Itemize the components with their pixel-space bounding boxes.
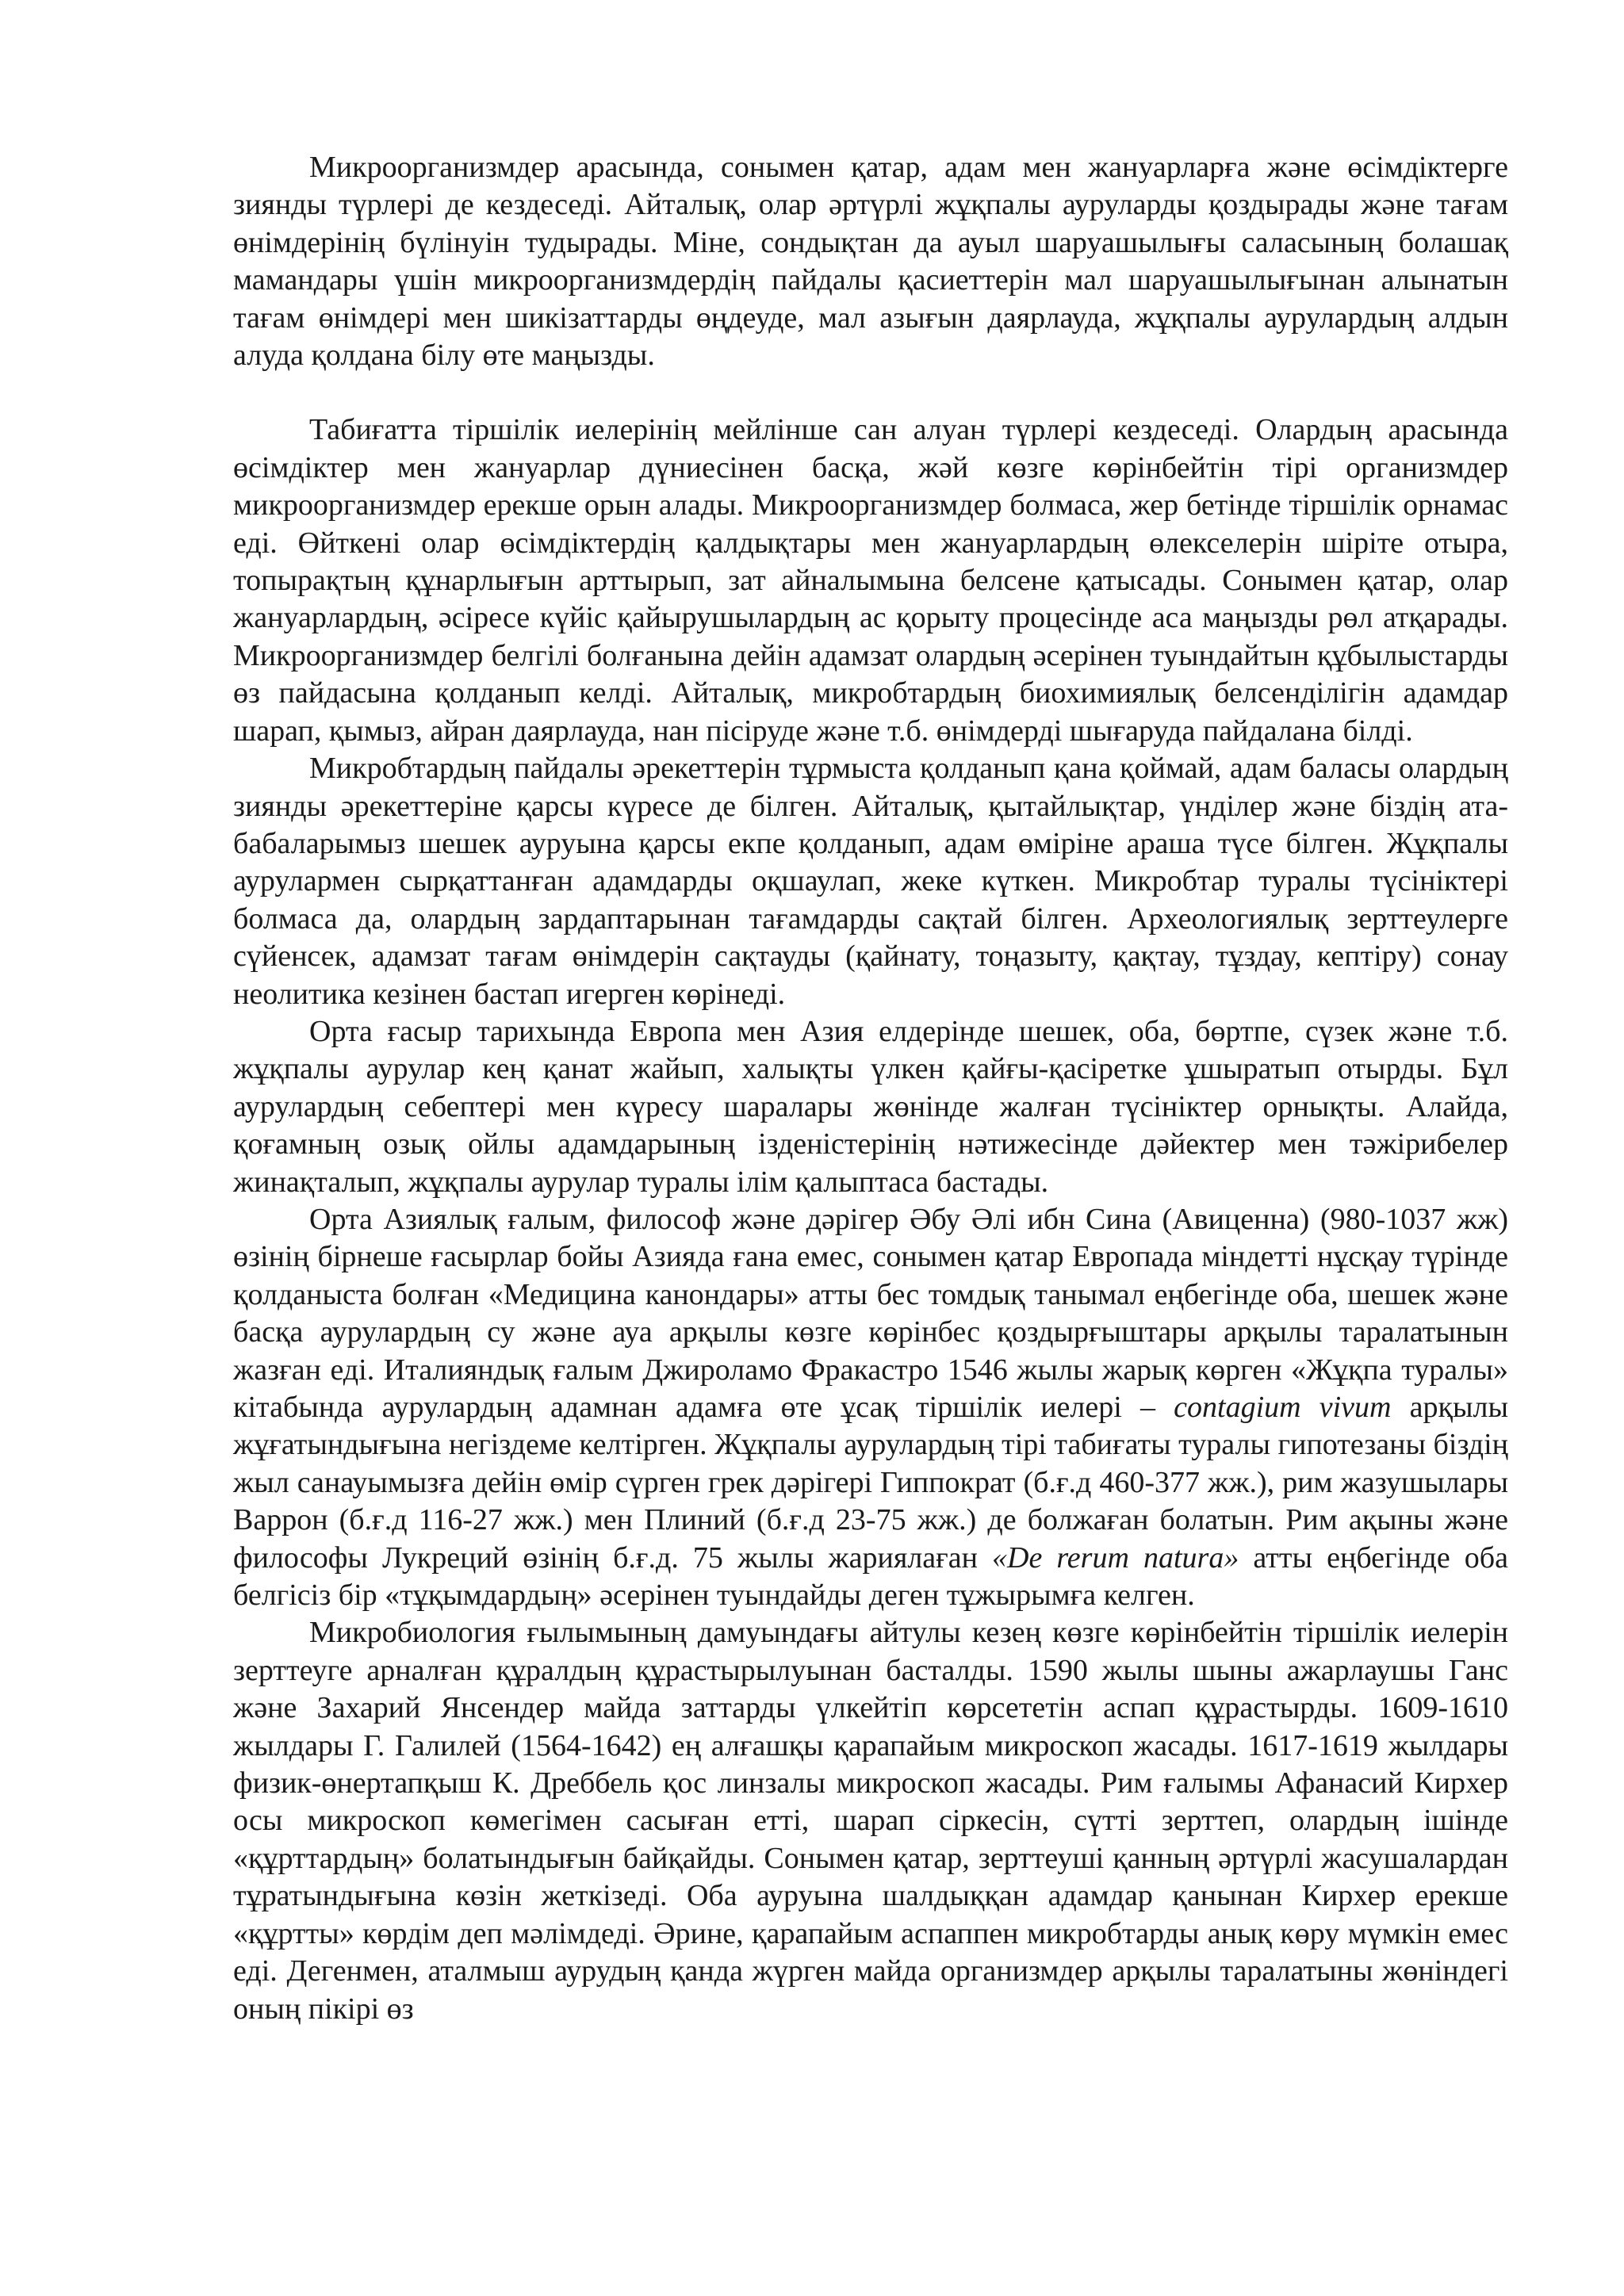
italic-term-contagium-vivum: contagium vivum: [1174, 1391, 1392, 1424]
paragraph-text: Орта ғасыр тарихында Европа мен Азия елдерінде шешек, оба, бөртпе, сүзек және т.б. жұқпалы аурулар кең қанат жайып, халықты үлкен қайғы-қасіретке ұшыратып отырды. Бұл аурулардың себептері мен күресу шаралары жөнінде жалған түсініктер орнықты. Алайда, қоғамның озық ойлы адамдарының ізденістерінің нәтижесінде дәйектер мен тәжірибелер жинақталып, жұқпалы аурулар туралы ілім қалыптаса бастады.: [233, 1014, 1508, 1199]
paragraph-fight-against-microbes: [233, 750, 1508, 1013]
paragraph-harmful-microorganisms: [233, 149, 1508, 374]
paragraph-avicenna-fracastoro: [233, 1201, 1508, 1614]
paragraph-text: Табиғатта тіршілік иелерінің мейлінше сан алуан түрлері кездеседі. Олардың арасында өсімдіктер мен жануарлар дүниесінен басқа, жәй көзге көрінбейтін тірі организмдер микроорганизмдер ерекше орын алады. Микроорганизмдер болмаса, жер бетінде тіршілік орнамас еді. Өйткені олар өсімдіктердің қалдықтары мен жануарлардың өлекселерін шіріте отыра, топырақтың құнарлығын арттырып, зат айналымына белсене қатысады. Сонымен қатар, олар жануарлардың, әсіресе күйіс қайырушылардың ас қорыту процесінде аса маңызды рөл атқарады. Микроорганизмдер белгілі болғанына дейін адамзат олардың әсерінен туындайтын құбылыстарды өз пайдасына қолданып келді. Айталық, микробтардың биохимиялық белсенділігін адамдар шарап, қымыз, айран даярлауда, нан пісіруде және т.б. өнімдерді шығаруда пайдалана білді.: [233, 413, 1508, 748]
document-page: [233, 149, 1508, 2028]
paragraph-text: атты еңбегінде оба белгісіз бір «тұқымдардың» әсерінен туындайды деген тұжырымға келген.: [233, 1540, 1508, 1613]
paragraph-text: Микроорганизмдер арасында, сонымен қатар, адам мен жануарларға және өсімдіктерге зиянды түрлері де кездеседі. Айталық, олар әртүрлі жұқпалы ауруларды қоздырады және тағам өнімдерінің бүлінуін тудырады. Міне, сондықтан да ауыл шаруашылығы саласының болашақ мамандары үшін микроорганизмдердің пайдалы қасиеттерін мал шаруашылығынан алынатын тағам өнімдері мен шикізаттарды өңдеуде, мал азығын даярлауда, жұқпалы аурулардың алдын алуда қолдана білу өте маңызды.: [233, 151, 1508, 373]
paragraph-text: Орта Азиялық ғалым, философ және дәрігер Әбу Әлі ибн Сина (Авиценна) (980-1037 жж) өзінің бірнеше ғасырлар бойы Азияда ғана емес, сонымен қатар Европада міндетті нұсқау түрінде қолданыста болған «Медицина канондары» атты бес томдық танымал еңбегінде оба, шешек және басқа аурулардың су және ауа арқылы көзге көрінбес қоздырғыштары арқылы таралатынын жазған еді. Италияндық ғалым Джироламо Фракастро 1546 жылы жарық көрген «Жұқпа туралы» кітабында аурулардың адамнан адамға өте ұсақ тіршілік иелері –: [233, 1202, 1508, 1424]
paragraph-microorganisms-in-nature: [233, 411, 1508, 750]
paragraph-microscope-history: [233, 1614, 1508, 2027]
paragraph-text: Микробтардың пайдалы әрекеттерін тұрмыста қолданып қана қоймай, адам баласы олардың зиянды әрекеттеріне қарсы күресе де білген. Айталық, қытайлықтар, үнділер және біздің ата-бабаларымыз шешек ауруына қарсы екпе қолданып, адам өміріне араша түсе білген. Жұқпалы аурулармен сырқаттанған адамдарды оқшаулап, жеке күткен. Микробтар туралы түсініктері болмаса да, олардың зардаптарынан тағамдарды сақтай білген. Археологиялық зерттеулерге сүйенсек, адамзат тағам өнімдерін сақтауды (қайнату, тоңазыту, қақтау, тұздау, кептіру) сонау неолитика кезінен бастап игерген көрінеді.: [233, 752, 1508, 1011]
paragraph-text: арқылы жұғатындығына негіздеме келтірген. Жұқпалы аурулардың тірі табиғаты туралы гипотезаны біздің жыл санауымызға дейін өмір сүрген грек дәрігері Гиппократ (б.ғ.д 460-377 жж.), рим жазушылары Варрон (б.ғ.д 116-27 жж.) мен Плиний (б.ғ.д 23-75 жж.) де болжаған болатын. Рим ақыны және философы Лукреций өзінің б.ғ.д. 75 жылы жариялаған: [233, 1391, 1509, 1575]
paragraph-text: Микробиология ғылымының дамуындағы айтулы кезең көзге көрінбейтін тіршілік иелерін зерттеуге арналған құралдың құрастырылуынан басталды. 1590 жылы шыны ажарлаушы Ганс және Захарий Янсендер майда заттарды үлкейтіп көрсететін аспап құрастырды. 1609-1610 жылдары Г. Галилей (1564-1642) ең алғашқы қарапайым микроскоп жасады. 1617-1619 жылдары физик-өнертапқыш К. Дреббель қос линзалы микроскоп жасады. Рим ғалымы Афанасий Кирхер осы микроскоп көмегімен сасыған етті, шарап сіркесін, сүтті зерттеп, олардың ішінде «құрттардың» болатындығын байқайды. Сонымен қатар, зерттеуші қанның әртүрлі жасушалардан тұратындығына көзін жеткізеді. Оба ауруына шалдыққан адамдар қанынан Кирхер ерекше «құртты» көрдім деп мәлімдеді. Әрине, қарапайым аспаппен микробтарды анық көру мүмкін емес еді. Дегенмен, аталмыш аурудың қанда жүрген майда организмдер арқылы таралатыны жөніндегі оның пікірі өз: [233, 1616, 1508, 2026]
paragraph-middle-ages-diseases: [233, 1013, 1508, 1201]
italic-title-de-rerum-natura: «De rerum natura»: [992, 1540, 1239, 1575]
